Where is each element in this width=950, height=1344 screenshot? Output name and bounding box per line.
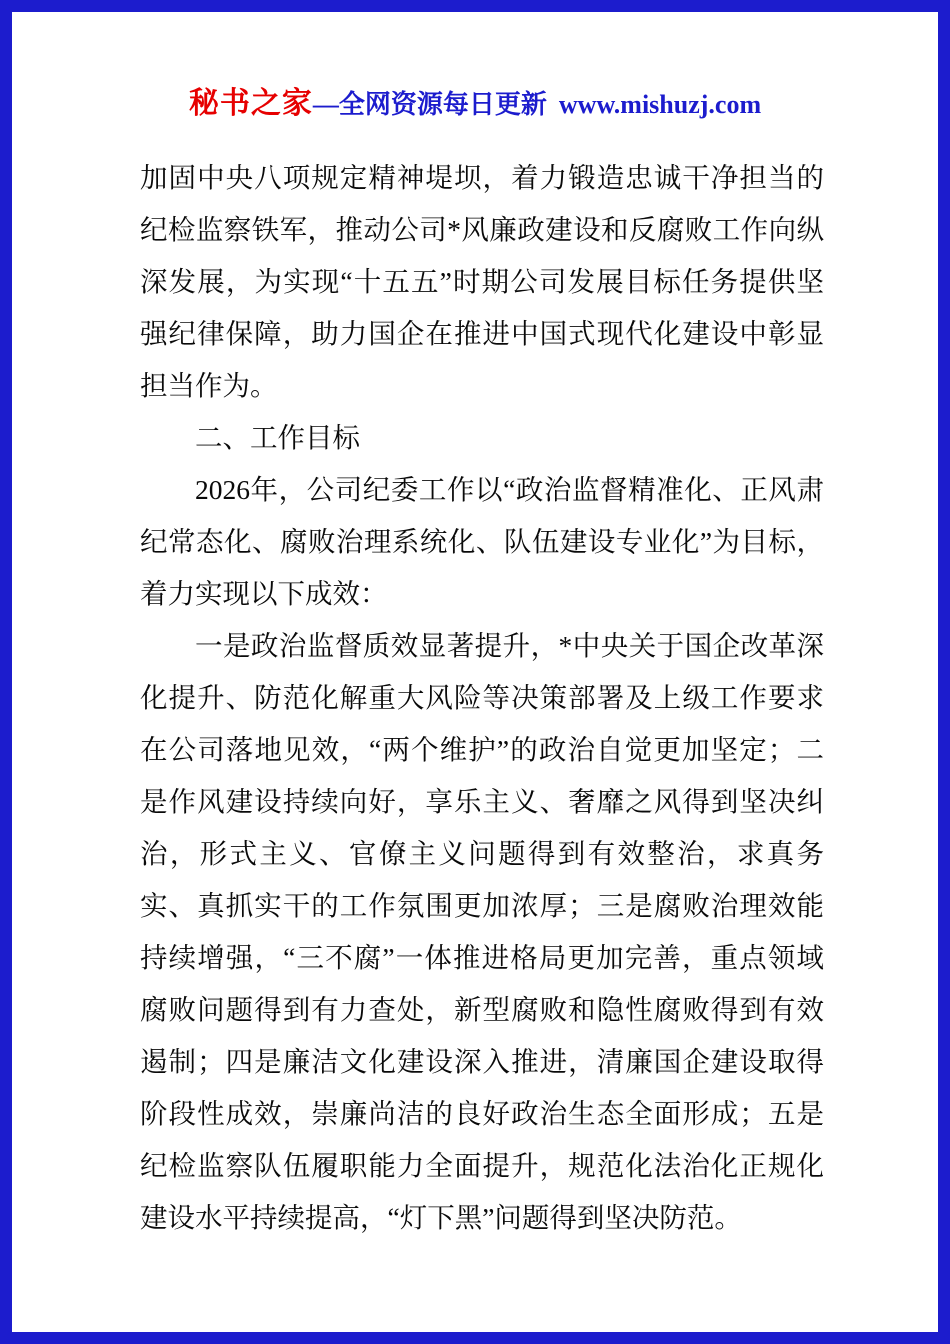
document-body bbox=[12, 152, 938, 1244]
paragraph: 一是政治监督质效显著提升，*中央关于国企改革深化提升、防范化解重大风险等决策部署及上级工作要求在公司落地见效，“两个维护”的政治自觉更加坚定；二是作风建设持续向好，享乐主义、奢靡之风得到坚决纠治，形式主义、官僚主义问题得到有效整治，求真务实、真抓实干的工作氛围更加浓厚；三是腐败治理效能持续增强，“三不腐”一体推进格局更加完善，重点领域腐败问题得到有力查处，新型腐败和隐性腐败得到有效遏制；四是廉洁文化建设深入推进，清廉国企建设取得阶段性成效，崇廉尚洁的良好政治生态全面形成；五是纪检监察队伍履职能力全面提升，规范化法治化正规化建设水平持续提高，“灯下黑”问题得到坚决防范。 bbox=[140, 630, 824, 1233]
site-header bbox=[12, 78, 938, 122]
paragraph: 2026年，公司纪委工作以“政治监督精准化、正风肃纪常态化、腐败治理系统化、队伍建设专业化”为目标，着力实现以下成效： bbox=[140, 474, 824, 609]
site-tagline: —全网资源每日更新 bbox=[312, 90, 547, 119]
paragraph-continuation: 加固中央八项规定精神堤坝，着力锻造忠诚干净担当的纪检监察铁军，推动公司*风廉政建设和反腐败工作向纵深发展，为实现“十五五”时期公司发展目标任务提供坚强纪律保障，助力国企在推进中国式现代化建设中彰显担当作为。 bbox=[140, 162, 824, 401]
site-url-link[interactable]: www.mishuzj.com bbox=[558, 90, 762, 119]
site-brand: 秘书之家 bbox=[188, 87, 313, 120]
section-heading: 二、工作目标 bbox=[195, 422, 360, 453]
